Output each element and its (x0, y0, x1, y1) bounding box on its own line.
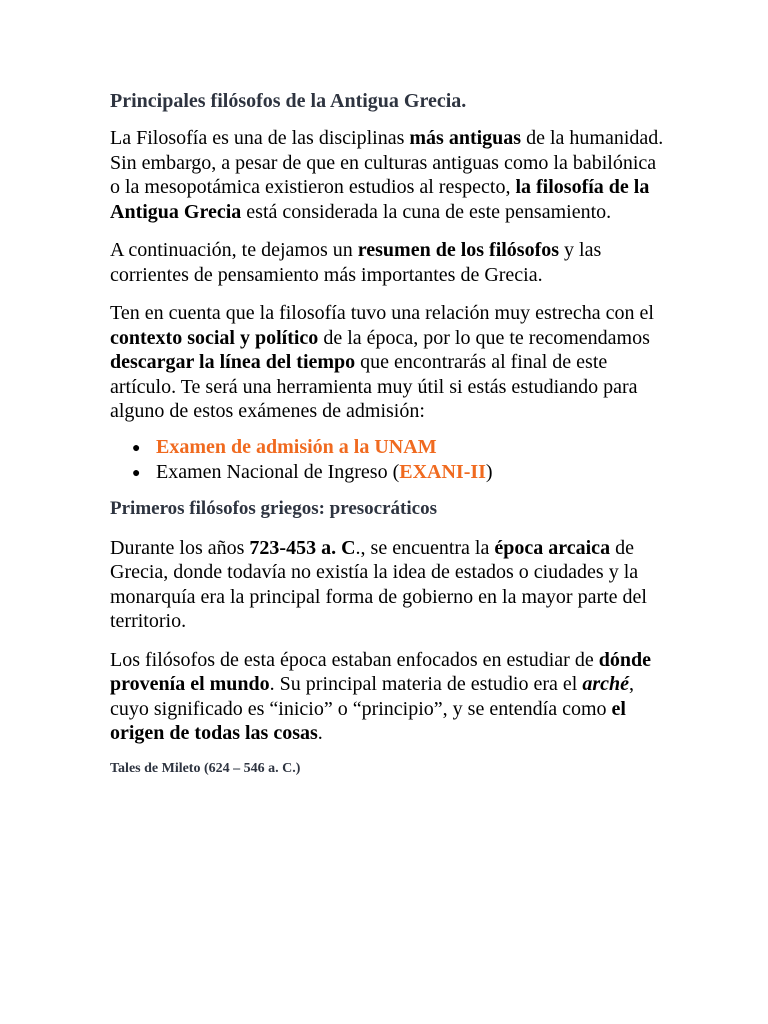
bullet-icon: ● (132, 440, 141, 456)
exam-list (110, 435, 670, 485)
bold-text: época arcaica (494, 536, 611, 559)
bold-text: 723-453 a. C (249, 536, 356, 559)
unam-exam-link[interactable]: Examen de admisión a la UNAM (156, 435, 437, 458)
paragraph-summary: A continuación, te dejamos un resumen de los filósofos y las corrientes de pensamiento más importantes de Grecia. (110, 239, 602, 286)
bold-text: el origen de todas las cosas (110, 697, 626, 744)
bold-text: resumen de los filósofos (357, 239, 560, 261)
bold-text: descargar la línea del tiempo (110, 351, 356, 373)
bold-text: contexto social y político (110, 326, 319, 349)
paragraph-arche: Los filósofos de esta época estaban enfocados en estudiar de dónde provenía el mundo. Su principal materia de estudio era el arché, cuyo significado es “inicio” o “principio”, y se entendía como el origen de todas las cosas. (110, 648, 651, 744)
list-item: ● Examen Nacional de Ingreso (EXANI-II) (110, 460, 670, 485)
list-item (110, 435, 670, 460)
paragraph-intro: La Filosofía es una de las disciplinas más antiguas de la humanidad. Sin embargo, a pesar de que en culturas antiguas como la babilónica o la mesopotámica existieron estudios al respecto, la filosofía de la Antigua Grecia está considerada la cuna de este pensamiento. (110, 127, 664, 223)
bullet-icon: ● (132, 465, 141, 481)
bold-italic-text: arché (582, 673, 630, 695)
bold-text: la filosofía de la Antigua Grecia (110, 176, 650, 223)
exani-link[interactable]: EXANI-II (399, 460, 486, 483)
paragraph-context: Ten en cuenta que la filosofía tuvo una relación muy estrecha con el contexto social y político de la época, por lo que te recomendamos descargar la línea del tiempo que encontrarás al final de este artículo. Te será una herramienta muy útil si estás estudiando para alguno de estos exámenes de admisión: (110, 302, 654, 422)
philosopher-heading: Tales de Mileto (624 – 546 a. C.) (110, 760, 301, 776)
bold-text: más antiguas (409, 127, 522, 149)
section-title: Primeros filósofos griegos: presocráticos (110, 497, 437, 519)
document-body (110, 88, 670, 778)
paragraph-archaic-era: Durante los años 723-453 a. C., se encuentra la época arcaica de Grecia, donde todavía no existía la idea de estados o ciudades y la monarquía era la principal forma de gobierno en la mayor parte del territorio. (110, 536, 647, 632)
bold-text: dónde provenía el mundo (110, 648, 651, 695)
page-title: Principales filósofos de la Antigua Grecia. (110, 90, 467, 112)
